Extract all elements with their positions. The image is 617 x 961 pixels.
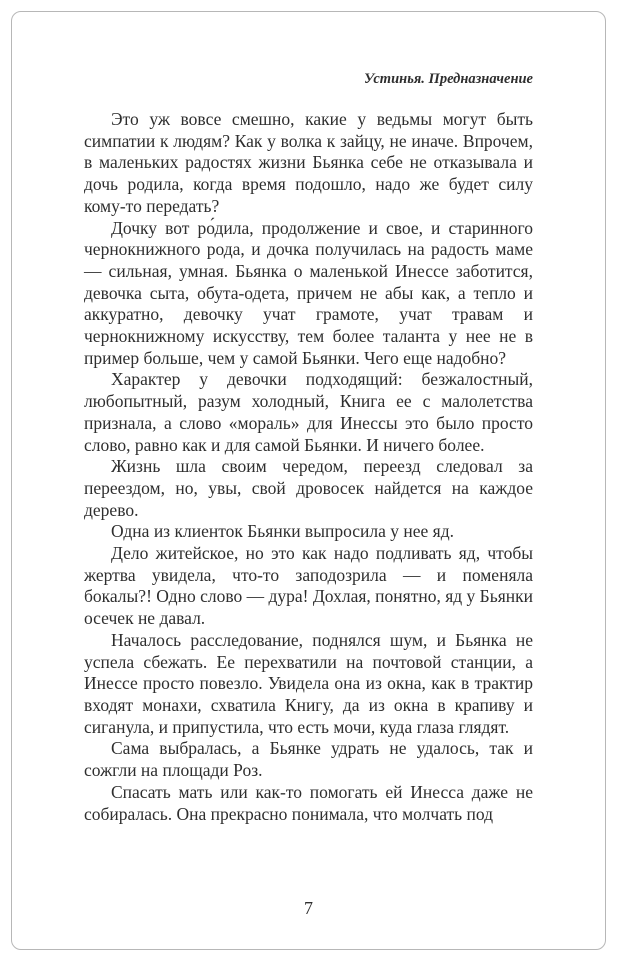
paragraph: Сама выбралась, а Бьянке удрать не удалось, так и сожгли на площади Роз. (84, 738, 533, 781)
body-text (84, 109, 533, 825)
paragraph: Спасать мать или как-то помогать ей Инесса даже не собиралась. Она прекрасно понимала, что молчать под (84, 781, 533, 824)
page-number: 7 (304, 898, 313, 918)
paragraph: Одна из клиенток Бьянки выпросила у нее яд. (111, 521, 454, 542)
paragraph: Дело житейское, но это как надо подливать яд, чтобы жертва увидела, что-то заподозрила — и поменяла бокалы?! Одно слово — дура! Дохлая, понятно, яд у Бьянки осечек не давал. (84, 543, 533, 629)
running-header: Устинья. Предназначение (363, 71, 533, 87)
paragraph: Жизнь шла своим чередом, переезд следовал за переездом, но, увы, свой дровосек найдется на каждое дерево. (84, 456, 533, 520)
paragraph: Дочку вот ро́дила, продолжение и свое, и старинного чернокнижного рода, и дочка получилась на радость маме — сильная, умная. Бьянка о маленькой Инессе заботится, девочка сыта, обута-одета, причем не абы как, а тепло и аккуратно, девочку учат грамоте, учат травам и чернокнижному искусству, тем более таланта у нее не в пример больше, чем у самой Бьянки. Чего еще надобно? (84, 217, 533, 368)
paragraph: Характер у девочки подходящий: безжалостный, любопытный, разум холодный, Книга ее с малолетства признала, а слово «мораль» для Инессы это было просто слово, равно как и для самой Бьянки. И ничего более. (84, 369, 533, 455)
page-content (84, 0, 533, 961)
paragraph: Началось расследование, поднялся шум, и Бьянка не успела сбежать. Ее перехватили на почтовой станции, а Инессе просто повезло. Увидела она из окна, как в трактир входят монахи, схватила Книгу, да из окна в крапиву и сиганула, и припустила, что есть мочи, куда глаза глядят. (84, 629, 533, 737)
paragraph: Это уж вовсе смешно, какие у ведьмы могут быть симпатии к людям? Как у волка к зайцу, не иначе. Впрочем, в маленьких радостях жизни Бьянка себе не отказывала и дочь родила, когда время подошло, надо же будет силу кому-то передать? (84, 109, 533, 216)
